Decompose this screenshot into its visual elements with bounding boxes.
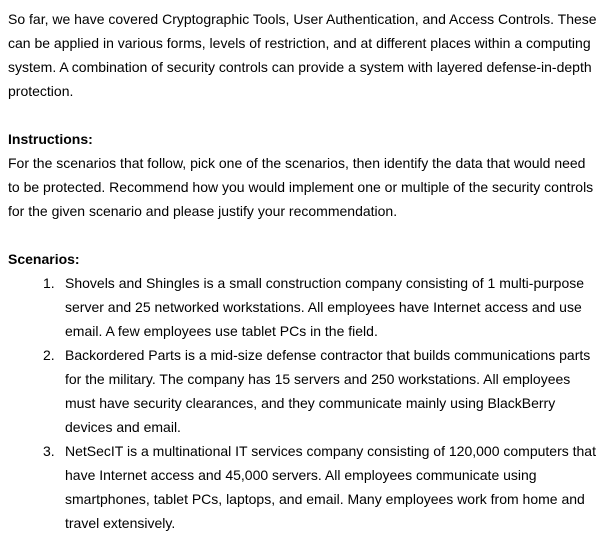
scenarios-heading: Scenarios: — [8, 251, 80, 267]
list-item — [43, 271, 600, 343]
intro-paragraph: So far, we have covered Cryptographic Tools, User Authentication, and Access Controls. These can be applied in various forms, levels of restriction, and at different places within a computing system. A combination of security controls can provide a system with layered defense-in-depth protection. — [8, 11, 597, 99]
list-item-number: 2. — [43, 347, 55, 363]
list-item-number: 3. — [43, 443, 55, 459]
list-item-text: Shovels and Shingles is a small construction company consisting of 1 multi-purpose server and 25 networked workstations. All employees have Internet access and use email. A few employees use tablet PCs in the field. — [65, 275, 585, 339]
list-item — [43, 439, 600, 535]
list-item — [43, 343, 600, 439]
instructions-heading: Instructions: — [8, 131, 93, 147]
list-item-text: Backordered Parts is a mid-size defense contractor that builds communications parts for the military. The company has 15 servers and 250 workstations. All employees must have security clearances, and they communicate mainly using BlackBerry devices and email. — [65, 347, 591, 435]
list-item-number: 1. — [43, 275, 55, 291]
scenarios-list — [8, 271, 600, 535]
list-item-text: NetSecIT is a multinational IT services company consisting of 120,000 computers that have Internet access and 45,000 servers. All employees communicate using smartphones, tablet PCs, laptops, and email. Many employees work from home and travel extensively. — [65, 443, 596, 531]
instructions-paragraph: For the scenarios that follow, pick one of the scenarios, then identify the data that would need to be protected. Recommend how you would implement one or multiple of the security controls for the given scenario and please justify your recommendation. — [8, 155, 594, 219]
